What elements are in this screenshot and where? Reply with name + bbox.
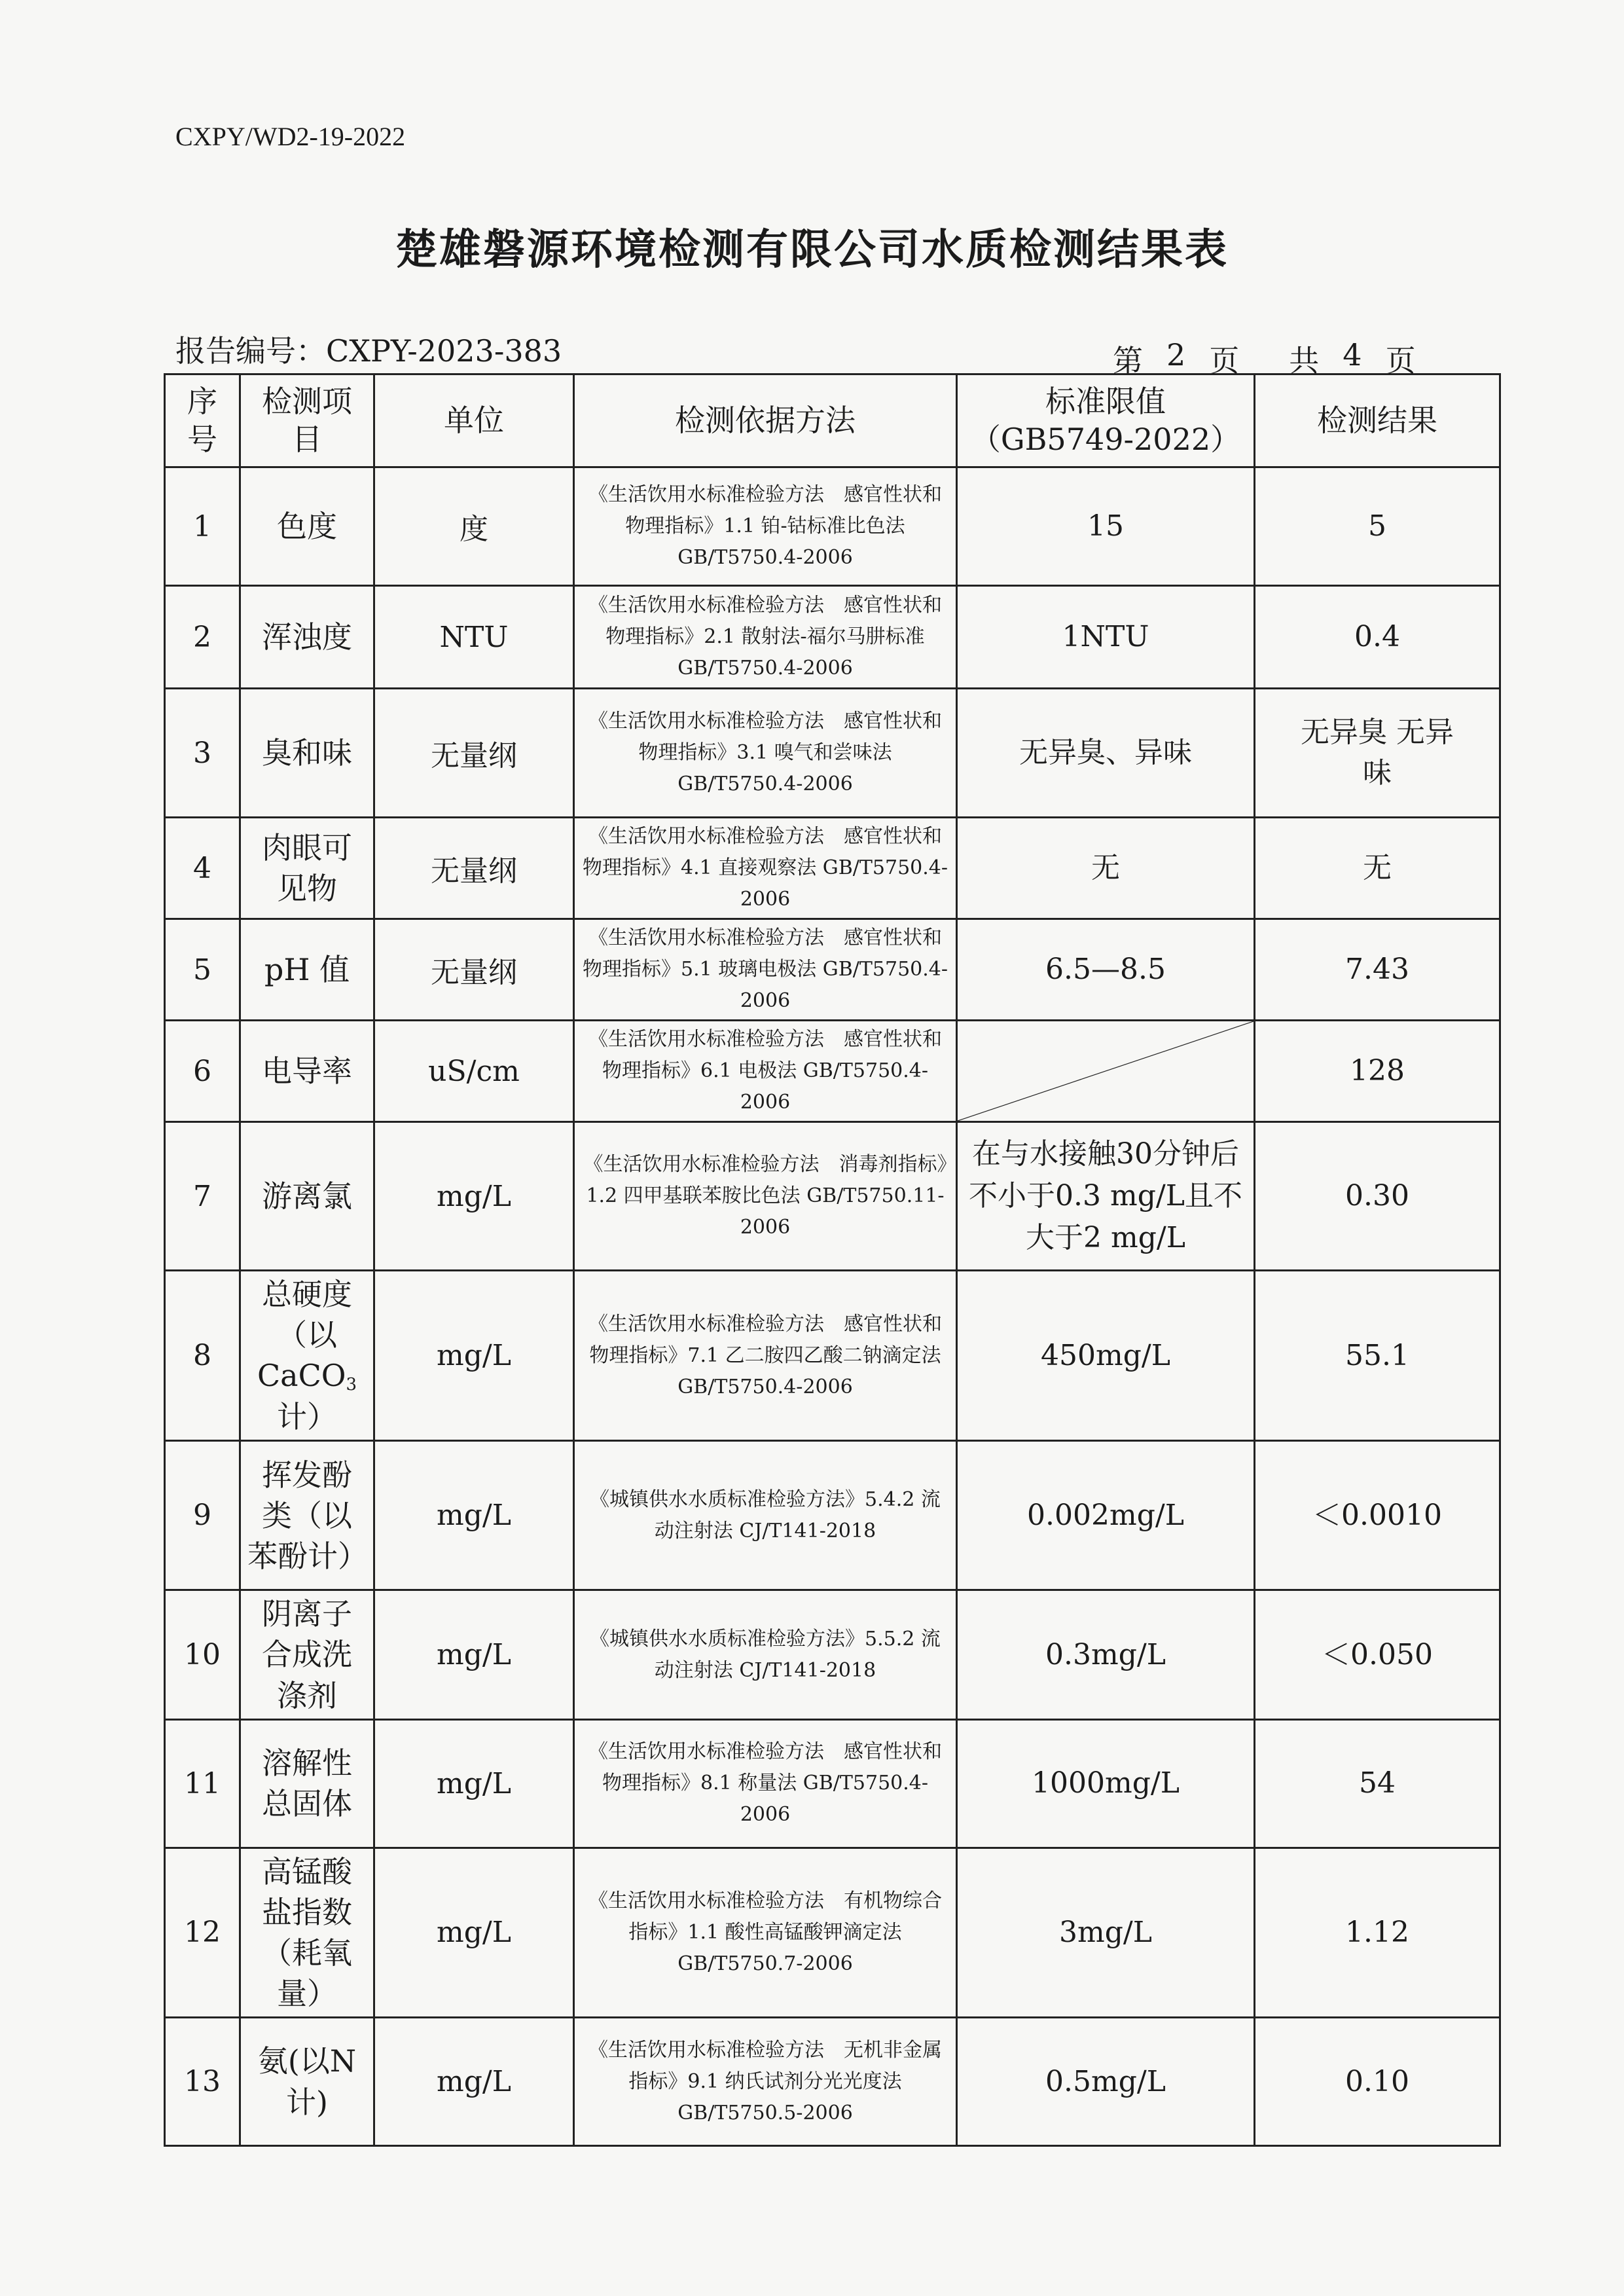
header-result: 检测结果 <box>1255 374 1500 467</box>
table-row <box>165 1848 1500 2017</box>
cell-method: 《生活饮用水标准检验方法 感官性状和物理指标》4.1 直接观察法 GB/T5750.4-2006 <box>574 818 957 919</box>
cell-unit: mg/L <box>374 2018 574 2146</box>
cell-limit-not-applicable <box>957 1021 1255 1122</box>
cell-item: 溶解性总固体 <box>240 1719 374 1848</box>
cell-method: 《生活饮用水标准检验方法 有机物综合指标》1.1 酸性高锰酸钾滴定法 GB/T5750.7-2006 <box>574 1848 957 2017</box>
page-label: 页 <box>1385 343 1416 378</box>
header-limit-line2: （GB5749-2022） <box>970 421 1241 457</box>
header-no: 序号 <box>165 374 240 467</box>
cell-unit: mg/L <box>374 1441 574 1590</box>
table-row <box>165 818 1500 919</box>
cell-unit: uS/cm <box>374 1021 574 1122</box>
cell-method: 《生活饮用水标准检验方法 感官性状和物理指标》6.1 电极法 GB/T5750.4-2006 <box>574 1021 957 1122</box>
header-item: 检测项目 <box>240 374 374 467</box>
cell-no: 7 <box>165 1122 240 1271</box>
cell-method: 《生活饮用水标准检验方法 无机非金属指标》9.1 纳氏试剂分光光度法 GB/T5750.5-2006 <box>574 2018 957 2146</box>
cell-result: 0.30 <box>1255 1122 1500 1271</box>
page-label: 页 <box>1209 343 1240 378</box>
table-row <box>165 1719 1500 1848</box>
cell-limit: 在与水接触30分钟后不小于0.3 mg/L且不大于2 mg/L <box>957 1122 1255 1271</box>
page-total: 4 <box>1343 337 1362 373</box>
cell-limit: 1000mg/L <box>957 1719 1255 1848</box>
cell-item: 肉眼可见物 <box>240 818 374 919</box>
cell-unit: 无量纲 <box>374 689 574 818</box>
cell-item: 阴离子合成洗涤剂 <box>240 1590 374 1719</box>
diagonal-slash <box>958 1021 1254 1121</box>
cell-no: 6 <box>165 1021 240 1122</box>
cell-item-tail: 计） <box>277 1399 337 1435</box>
cell-limit: 3mg/L <box>957 1848 1255 2017</box>
report-number: 报告编号：CXPY-2023-383 <box>175 333 562 369</box>
cell-method: 《生活饮用水标准检验方法 感官性状和物理指标》7.1 乙二胺四乙酸二钠滴定法 GB/T5750.4-2006 <box>574 1271 957 1441</box>
cell-item <box>240 1271 374 1441</box>
cell-item: 色度 <box>240 467 374 586</box>
table-row <box>165 2018 1500 2146</box>
cell-limit: 6.5—8.5 <box>957 919 1255 1021</box>
cell-method: 《生活饮用水标准检验方法 感官性状和物理指标》3.1 嗅气和尝味法 GB/T5750.4-2006 <box>574 689 957 818</box>
cell-result: 无 <box>1255 818 1500 919</box>
cell-result: 7.43 <box>1255 919 1500 1021</box>
cell-unit: mg/L <box>374 1122 574 1271</box>
page-label: 第 <box>1113 343 1143 378</box>
table-row <box>165 1021 1500 1122</box>
cell-unit: 无量纲 <box>374 818 574 919</box>
table-row <box>165 1441 1500 1590</box>
table-row <box>165 1271 1500 1441</box>
cell-no: 2 <box>165 586 240 689</box>
header-method: 检测依据方法 <box>574 374 957 467</box>
table-row <box>165 1590 1500 1719</box>
document-code: CXPY/WD2-19-2022 <box>175 122 406 151</box>
cell-result: 无异臭 无异味 <box>1255 689 1500 818</box>
cell-limit: 0.3mg/L <box>957 1590 1255 1719</box>
cell-result: 0.4 <box>1255 586 1500 689</box>
cell-item: 挥发酚类（以苯酚计） <box>240 1441 374 1590</box>
cell-method: 《生活饮用水标准检验方法 感官性状和物理指标》2.1 散射法-福尔马肼标准 GB/T5750.4-2006 <box>574 586 957 689</box>
table-header-row <box>165 374 1500 467</box>
cell-limit: 无 <box>957 818 1255 919</box>
table-row <box>165 586 1500 689</box>
results-table <box>164 373 1501 2147</box>
header-unit: 单位 <box>374 374 574 467</box>
cell-no: 11 <box>165 1719 240 1848</box>
cell-item: 浑浊度 <box>240 586 374 689</box>
cell-unit: mg/L <box>374 1848 574 2017</box>
cell-unit: 度 <box>374 467 574 586</box>
cell-limit: 1NTU <box>957 586 1255 689</box>
cell-limit: 0.002mg/L <box>957 1441 1255 1590</box>
cell-result: ＜0.050 <box>1255 1590 1500 1719</box>
cell-method: 《城镇供水水质标准检验方法》5.5.2 流动注射法 CJ/T141-2018 <box>574 1590 957 1719</box>
cell-method: 《生活饮用水标准检验方法 感官性状和物理指标》5.1 玻璃电极法 GB/T5750.4-2006 <box>574 919 957 1021</box>
cell-item: 电导率 <box>240 1021 374 1122</box>
cell-method: 《生活饮用水标准检验方法 消毒剂指标》1.2 四甲基联苯胺比色法 GB/T5750.11-2006 <box>574 1122 957 1271</box>
page-current: 2 <box>1166 337 1186 373</box>
cell-unit: mg/L <box>374 1271 574 1441</box>
cell-result: ＜0.0010 <box>1255 1441 1500 1590</box>
page-label: 共 <box>1289 343 1320 378</box>
cell-limit: 无异臭、异味 <box>957 689 1255 818</box>
cell-limit: 450mg/L <box>957 1271 1255 1441</box>
cell-unit: mg/L <box>374 1719 574 1848</box>
cell-item: 游离氯 <box>240 1122 374 1271</box>
table-row <box>165 689 1500 818</box>
cell-limit: 15 <box>957 467 1255 586</box>
cell-unit: mg/L <box>374 1590 574 1719</box>
cell-result: 0.10 <box>1255 2018 1500 2146</box>
cell-no: 10 <box>165 1590 240 1719</box>
cell-unit: NTU <box>374 586 574 689</box>
cell-no: 5 <box>165 919 240 1021</box>
cell-no: 9 <box>165 1441 240 1590</box>
cell-result: 128 <box>1255 1021 1500 1122</box>
table-row <box>165 919 1500 1021</box>
cell-no: 8 <box>165 1271 240 1441</box>
cell-no: 13 <box>165 2018 240 2146</box>
table-row <box>165 1122 1500 1271</box>
cell-result: 55.1 <box>1255 1271 1500 1441</box>
header-limit-line1: 标准限值 <box>1045 384 1166 419</box>
cell-limit: 0.5mg/L <box>957 2018 1255 2146</box>
page-title: 楚雄磐源环境检测有限公司水质检测结果表 <box>395 225 1229 274</box>
cell-item: 臭和味 <box>240 689 374 818</box>
cell-item: pH 值 <box>240 919 374 1021</box>
cell-item-subscript: 3 <box>346 1375 357 1395</box>
cell-no: 4 <box>165 818 240 919</box>
cell-no: 12 <box>165 1848 240 2017</box>
cell-item: 氨(以N计) <box>240 2018 374 2146</box>
header-limit <box>957 374 1255 467</box>
table-row <box>165 467 1500 586</box>
cell-no: 3 <box>165 689 240 818</box>
cell-result: 5 <box>1255 467 1500 586</box>
cell-no: 1 <box>165 467 240 586</box>
cell-method: 《生活饮用水标准检验方法 感官性状和物理指标》1.1 铂-钴标准比色法 GB/T5750.4-2006 <box>574 467 957 586</box>
cell-result: 1.12 <box>1255 1848 1500 2017</box>
cell-item: 高锰酸盐指数（耗氧量） <box>240 1848 374 2017</box>
cell-item-text: 总硬度（以CaCO <box>257 1277 352 1394</box>
cell-result: 54 <box>1255 1719 1500 1848</box>
cell-method: 《生活饮用水标准检验方法 感官性状和物理指标》8.1 称量法 GB/T5750.4-2006 <box>574 1719 957 1848</box>
cell-method: 《城镇供水水质标准检验方法》5.4.2 流动注射法 CJ/T141-2018 <box>574 1441 957 1590</box>
cell-unit: 无量纲 <box>374 919 574 1021</box>
